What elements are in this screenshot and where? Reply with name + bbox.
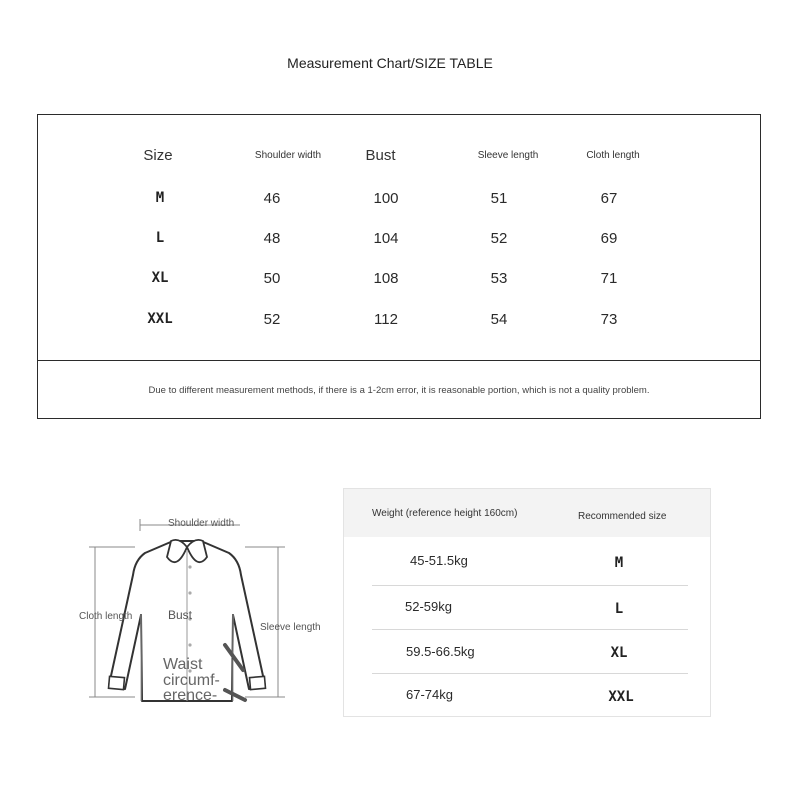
weight-value: 52-59kg — [405, 599, 452, 614]
cloth-length-header: Cloth length — [586, 150, 640, 161]
cloth-value: 73 — [600, 311, 618, 328]
shoulder-width-label: Shoulder width — [168, 518, 235, 529]
table-row — [344, 587, 710, 631]
shoulder-width-header: Shoulder width — [254, 150, 322, 161]
table-row — [344, 541, 710, 585]
sleeve-value: 54 — [490, 311, 508, 328]
bust-value: 112 — [374, 311, 398, 328]
cloth-value: 71 — [600, 270, 618, 287]
weight-value: 59.5-66.5kg — [406, 644, 475, 659]
bust-value: 108 — [373, 270, 399, 287]
weight-table-header — [344, 489, 710, 537]
table-divider — [38, 360, 760, 361]
recommended-size-header: Recommended size — [578, 511, 667, 522]
weight-size-table — [343, 488, 711, 717]
size-value: XL — [610, 645, 628, 661]
bust-value: 104 — [373, 230, 399, 247]
shoulder-value: 46 — [263, 190, 281, 207]
weight-value: 67-74kg — [406, 687, 453, 702]
sleeve-value: 53 — [490, 270, 508, 287]
table-row — [344, 632, 710, 676]
waist-label-line3: erence- — [163, 687, 218, 704]
measurement-note: Due to different measurement methods, if there is a 1-2cm error, it is reasonable portion, which is not a quality problem. — [148, 385, 650, 396]
weight-header: Weight (reference height 160cm) — [372, 508, 518, 519]
size-cell: M — [155, 190, 165, 206]
bust-value: 100 — [373, 190, 399, 207]
bust-label: Bust — [168, 608, 193, 622]
sleeve-value: 51 — [490, 190, 508, 207]
sleeve-value: 52 — [490, 230, 508, 247]
size-cell: XXL — [147, 311, 173, 327]
waist-label-line1: Waist — [163, 656, 203, 673]
size-value: L — [614, 601, 624, 617]
size-cell: XL — [151, 270, 169, 286]
waist-label-line2: circumf- — [163, 672, 220, 689]
row-divider — [372, 629, 688, 630]
size-cell: L — [155, 230, 165, 246]
size-value: XXL — [608, 689, 634, 705]
table-row — [344, 675, 710, 719]
sleeve-length-label: Sleeve length — [260, 622, 321, 633]
size-header: Size — [143, 147, 173, 164]
cloth-length-label: Cloth length — [79, 611, 133, 622]
bust-header: Bust — [365, 147, 396, 164]
page-title: Measurement Chart/SIZE TABLE — [287, 55, 493, 71]
cloth-value: 67 — [600, 190, 618, 207]
shoulder-value: 50 — [263, 270, 281, 287]
weight-value: 45-51.5kg — [410, 553, 468, 568]
measurement-diagram — [75, 505, 340, 715]
size-table — [37, 114, 761, 419]
shoulder-value: 52 — [263, 311, 281, 328]
shoulder-value: 48 — [263, 230, 281, 247]
size-value: M — [614, 555, 624, 571]
cloth-value: 69 — [600, 230, 618, 247]
row-divider — [372, 673, 688, 674]
row-divider — [372, 585, 688, 586]
sleeve-length-header: Sleeve length — [477, 150, 539, 161]
